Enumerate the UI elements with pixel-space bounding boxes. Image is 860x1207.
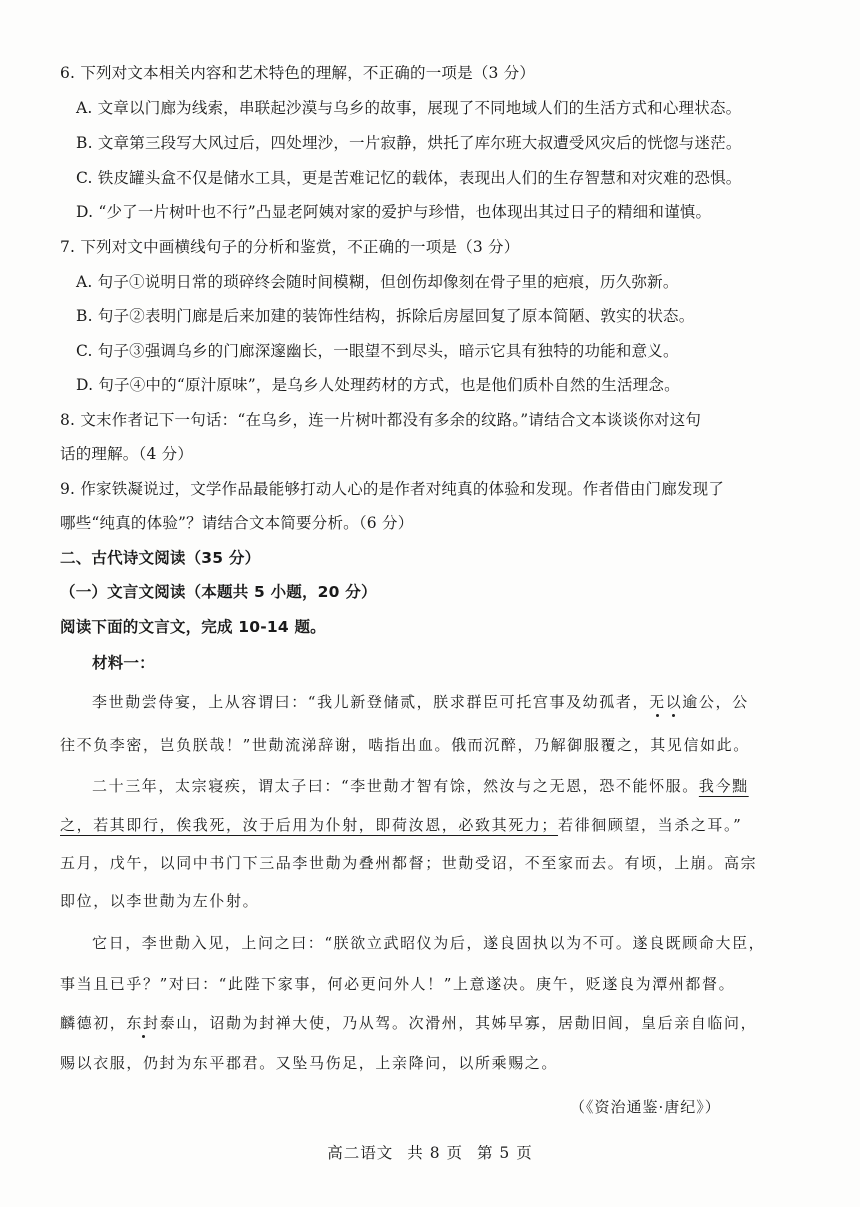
question-6-option-a: A. 文章以门廊为线索，串联起沙漠与乌乡的故事，展现了不同地域人们的生活方式和心理状态。 xyxy=(76,99,742,117)
section-2-instruction: 阅读下面的文言文，完成 10-14 题。 xyxy=(60,618,326,636)
underlined-sentence-part2: 之，若其即行，俟我死，汝于后用为仆射，即荷汝恩，必致其死力； xyxy=(60,816,559,834)
passage-p3-line1: 它日，李世勣入见，上问之曰：“朕欲立武昭仪为后，遂良固执以为不可。遂良既顾命大臣， xyxy=(92,934,766,952)
passage-p1-line1 xyxy=(92,692,749,712)
passage-p2-line2-post: 若徘徊顾望，当杀之耳。” xyxy=(558,816,743,834)
question-6-option-b: B. 文章第三段写大风过后，四处埋沙，一片寂静，烘托了库尔班大叔遭受风灾后的恍惚与迷茫。 xyxy=(76,134,742,152)
question-6-option-c: C. 铁皮罐头盒不仅是储水工具，更是苦难记忆的载体，表现出人们的生存智慧和对灾难的恐惧。 xyxy=(76,169,742,187)
question-6-option-d: D. “少了一片树叶也不行”凸显老阿姨对家的爱护与珍惜，也体现出其过日子的精细和谨慎。 xyxy=(76,203,712,221)
question-8-line1: 8. 文末作者记下一句话：“在乌乡，连一片树叶都没有多余的纹路。”请结合文本谈谈你对这句 xyxy=(60,411,702,429)
footer-total-pages: 共 8 页 xyxy=(407,1144,463,1162)
passage-p1-line1-post: 逾公，公 xyxy=(682,693,749,711)
footer-page-number: 第 5 页 xyxy=(477,1144,533,1162)
passage-p3-line3 xyxy=(60,1013,757,1033)
dotted-word: 东封 xyxy=(126,1014,160,1032)
passage-p3-line3-post: 泰山，诏勣为封禅大使，乃从驾。次滑州，其姊早寡，居勣旧闾，皇后亲自临问， xyxy=(159,1014,758,1032)
passage-p2-line1-pre: 二十三年，太宗寝疾，谓太子曰：“李世勣才智有馀，然汝与之无恩，恐不能怀服。 xyxy=(92,777,699,795)
question-7-option-c: C. 句子③强调乌乡的门廊深邃幽长，一眼望不到尽头，暗示它具有独特的功能和意义。 xyxy=(76,342,679,360)
passage-p1-line1-pre: 李世勣尝侍宴，上从容谓曰：“我儿新登储贰，朕求群臣可托宫事及幼孤者， xyxy=(92,693,650,711)
passage-p2-line3: 五月，戊午，以同中书门下三品李世勣为叠州都督；世勣受诏，不至家而去。有顷，上崩。高宗 xyxy=(60,854,758,872)
dotted-word: 无 xyxy=(649,693,666,711)
question-7-stem: 7. 下列对文中画横线句子的分析和鉴赏，不正确的一项是（3 分） xyxy=(60,238,520,256)
page-footer xyxy=(0,1143,860,1163)
section-2-subtitle: （一）文言文阅读（本题共 5 小题，20 分） xyxy=(60,583,377,601)
passage-p2-line2 xyxy=(60,815,742,835)
passage-p3-line4: 赐以衣服，仍封为东平郡君。又坠马伤足，上亲降问，以所乘赐之。 xyxy=(60,1054,559,1072)
dotted-word: 以 xyxy=(665,693,683,711)
material-label: 材料一： xyxy=(92,654,155,672)
footer-subject: 高二语文 xyxy=(327,1144,394,1162)
section-2-title: 二、古代诗文阅读（35 分） xyxy=(60,549,261,567)
question-7-option-a: A. 句子①说明日常的琐碎终会随时间模糊，但创伤却像刻在骨子里的疤痕，历久弥新。 xyxy=(76,273,679,291)
passage-source: （《资治通鉴·唐纪》） xyxy=(570,1098,721,1116)
underlined-sentence-part1: 我今黜 xyxy=(698,777,749,795)
question-7-option-d: D. 句子④中的“原汁原味”，是乌乡人处理药材的方式，也是他们质朴自然的生活理念。 xyxy=(76,376,680,394)
question-7-option-b: B. 句子②表明门廊是后来加建的装饰性结构，拆除后房屋回复了原本简陋、敦实的状态。 xyxy=(76,307,695,325)
question-6-stem: 6. 下列对文本相关内容和艺术特色的理解，不正确的一项是（3 分） xyxy=(60,64,536,82)
question-9-line1: 9. 作家铁凝说过，文学作品最能够打动人心的是作者对纯真的体验和发现。作者借由门廊发现了 xyxy=(60,480,725,498)
passage-p2-line1 xyxy=(92,776,749,796)
question-9-line2: 哪些“纯真的体验”？请结合文本简要分析。（6 分） xyxy=(60,514,414,532)
passage-p2-line4: 即位，以李世勣为左仆射。 xyxy=(60,892,260,910)
question-8-line2: 话的理解。（4 分） xyxy=(60,445,194,463)
passage-p1-line2: 往不负李密，岂负朕哉！”世勣流涕辞谢，啮指出血。俄而沉醉，乃解御服覆之，其见信如此。 xyxy=(60,736,750,754)
passage-p3-line2: 事当且已乎？”对曰：“此陛下家事，何必更问外人！”上意遂决。庚午，贬遂良为潭州都督。 xyxy=(60,975,736,993)
passage-p3-line3-pre: 麟德初， xyxy=(60,1014,127,1032)
